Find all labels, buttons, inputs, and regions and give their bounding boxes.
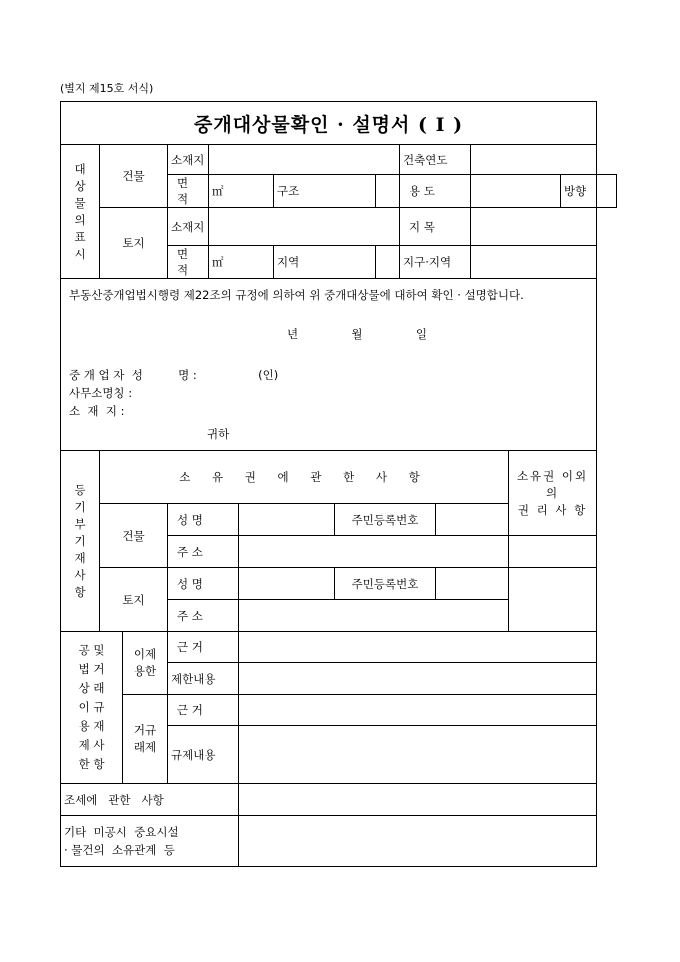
usage-basis-label <box>168 632 239 663</box>
land-category-value[interactable] <box>471 208 597 246</box>
broker-label: 중 개 업 자 성 <box>69 368 143 382</box>
other-rights-header: 소유권 이외의 권 리 사 항 <box>509 451 597 536</box>
usage-value[interactable] <box>471 175 561 208</box>
land-owner-address-text: 주 소 <box>177 608 203 623</box>
ownership-header: 소 유 권 에 관 한 사 항 <box>100 451 509 504</box>
registry-land-label: 토지 <box>100 568 168 632</box>
land-owner-id-label: 주민등록번호 <box>335 568 436 600</box>
district-value[interactable] <box>471 246 597 279</box>
building-label: 건물 <box>100 145 168 208</box>
misc-value[interactable] <box>239 816 597 867</box>
land-location-value[interactable] <box>209 208 400 246</box>
land-area-text: 면 적 <box>177 247 189 277</box>
declaration-block <box>61 279 597 451</box>
limit-content-label: 제한내용 <box>168 663 239 695</box>
office-address-label: 소 재 지 : <box>69 404 125 418</box>
land-area-label <box>168 246 209 279</box>
building-owner-address-label <box>168 536 239 568</box>
zone-value[interactable] <box>376 246 400 279</box>
tax-label: 조세에 관한 사항 <box>61 784 239 816</box>
office-name-label: 사무소명칭 : <box>69 386 133 400</box>
restrictions-section-label: 공 및 법 거 상 래 이 규 용 재 제 사 한 항 <box>61 632 123 784</box>
land-owner-name-value[interactable] <box>239 568 335 600</box>
broker-line <box>69 367 278 383</box>
day-label: 일 <box>415 327 427 341</box>
trade-basis-label <box>168 695 239 726</box>
district-label: 지구·지역 <box>400 246 471 279</box>
building-owner-address-text: 주 소 <box>177 544 203 559</box>
building-owner-id-label: 주민등록번호 <box>335 504 436 536</box>
land-owner-id-value[interactable] <box>436 568 509 600</box>
land-owner-name-label <box>168 568 239 600</box>
broker-name-label: 명 : <box>178 368 197 382</box>
building-owner-id-value[interactable] <box>436 504 509 536</box>
building-owner-name-value[interactable] <box>239 504 335 536</box>
land-category-text: 지 목 <box>409 219 435 234</box>
area-label <box>168 175 209 208</box>
year-built-value[interactable] <box>471 145 597 175</box>
land-area-unit: ㎡ <box>209 246 274 279</box>
month-label: 월 <box>351 327 363 341</box>
building-owner-name-text: 성 명 <box>177 512 203 527</box>
zone-label: 지역 <box>274 246 376 279</box>
property-section-label: 대 상 물 의 표 시 <box>61 145 100 279</box>
location-label: 소재지 <box>168 145 209 175</box>
area-label-text: 면 적 <box>177 176 189 206</box>
building-owner-address-value[interactable] <box>239 536 509 568</box>
date-line <box>287 326 427 342</box>
usage-limit-label: 이제 용한 <box>123 632 168 695</box>
structure-label: 구조 <box>274 175 376 208</box>
tax-value[interactable] <box>239 784 597 816</box>
year-label: 년 <box>287 327 299 341</box>
land-other-rights-value[interactable] <box>509 568 597 632</box>
disclosure-form <box>60 101 617 867</box>
declaration-statement: 부동산중개업법시행령 제22조의 규정에 의하여 위 중개대상물에 대하여 확인 · 설명합니다. <box>69 288 524 302</box>
trade-limit-label: 거규 래제 <box>123 695 168 784</box>
land-owner-name-text: 성 명 <box>177 576 203 591</box>
seal-mark: (인) <box>258 368 279 382</box>
land-label: 토지 <box>100 208 168 279</box>
building-owner-name-label <box>168 504 239 536</box>
form-title: 중개대상물확인 · 설명서 ( I ) <box>61 102 597 145</box>
registry-building-label: 건물 <box>100 504 168 568</box>
building-other-rights-value[interactable] <box>509 536 597 568</box>
limit-content-value[interactable] <box>239 663 597 695</box>
building-location-value[interactable] <box>209 145 400 175</box>
area-unit: ㎡ <box>209 175 274 208</box>
trade-basis-text: 근 거 <box>177 703 203 717</box>
direction-label: 방향 <box>561 175 597 208</box>
registry-section-label: 등 기 부 기 재 사 항 <box>61 451 100 632</box>
direction-value[interactable] <box>597 175 617 208</box>
structure-value[interactable] <box>376 175 400 208</box>
form-caption: (별지 제15호 서식) <box>60 82 154 95</box>
land-category-label <box>400 208 471 246</box>
usage-label-text: 용 도 <box>409 184 435 198</box>
year-built-label: 건축연도 <box>400 145 471 175</box>
reg-content-label: 규제내용 <box>168 726 239 784</box>
land-location-label: 소재지 <box>168 208 209 246</box>
trade-basis-value[interactable] <box>239 695 597 726</box>
misc-label: 기타 미공시 중요시설 · 물건의 소유관계 등 <box>61 816 239 867</box>
usage-basis-value[interactable] <box>239 632 597 663</box>
recipient-label: 귀하 <box>207 427 230 441</box>
reg-content-value[interactable] <box>239 726 597 784</box>
land-owner-address-label <box>168 600 239 632</box>
usage-basis-text: 근 거 <box>177 640 203 654</box>
usage-label <box>400 175 471 208</box>
land-owner-address-value[interactable] <box>239 600 509 632</box>
